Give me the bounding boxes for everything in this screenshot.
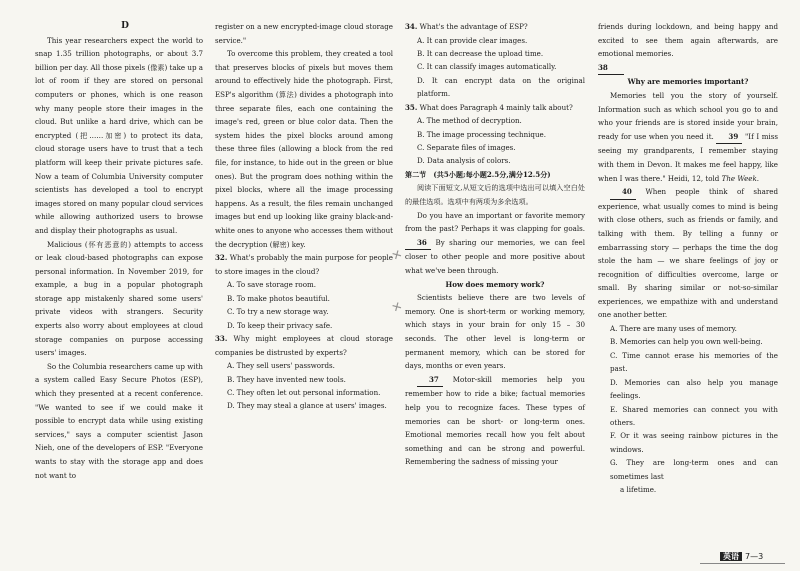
- column-4: [598, 20, 778, 496]
- passage-e-paragraph-3-cont: friends during lockdown, and being happy and excited to see them again afterwards, are emotional memories.: [598, 22, 778, 59]
- passage-e-paragraph-2: Scientists believe there are two levels of memory. One is short-term or working memory, which stays in your brain for only 15 – 30 seconds. The other level is long-term or permanent memory, which can be stored for days, months or even years.: [405, 293, 585, 371]
- blank-40: 40: [610, 185, 636, 200]
- question-32-option-b: B. To make photos beautiful.: [227, 293, 330, 303]
- passage-d-paragraph-3: So the Columbia researchers came up with a system called Easy Secure Photos (ESP), which they presented at a recent conference. "We wanted to see if we could make it possible to encrypt data while using existing services," says a computer scientist Jason Nieh, one of the developers of ESP. "Everyone wants to stay with the storage app and does not want to: [35, 361, 203, 480]
- passage-e-paragraph-5-text: When people think of shared experience, what usually comes to mind is being with close others, such as friends or family, and talking with them. By telling a funny or embarrassing story — perhaps the time the dog stole the ham — we share feelings of joy or recognition of difficulties overcome, large or small. By sharing similar or not-so-similar experiences, we empathize with and understand one another better.: [598, 187, 778, 320]
- question-35-stem: What does Paragraph 4 mainly talk about?: [419, 102, 573, 112]
- question-32-option-d: D. To keep their privacy safe.: [227, 320, 333, 330]
- publication-name: The Week.: [721, 173, 760, 183]
- question-34-option-b: B. It can decrease the upload time.: [417, 49, 544, 58]
- passage-e-paragraph-4-text-b: "If I miss seeing my grandparents, I remember staying with them in Devon. It makes me feel happy, like when I was there." Heidi, 12, told: [598, 131, 779, 183]
- page-footer: [720, 551, 780, 565]
- passage-d-paragraph-2: Malicious (怀有恶意的) attempts to access or leak cloud-based photographs can expose personal information. In November 2019, for example, a bug in a popular photograph storage app mistakenly shared some users' private videos with strangers. Security experts also worry about employees at cloud storage companies on purpose accessing users' images.: [35, 239, 203, 358]
- question-34-option-a: A. It can provide clear images.: [417, 35, 528, 45]
- subheading-why-memories-important: Why are memories important?: [627, 77, 749, 87]
- pencil-mark: ✕: [389, 246, 405, 264]
- question-32-stem: What's probably the main purpose for people to store images in the cloud?: [215, 253, 393, 276]
- passage-e-paragraph-5: [598, 185, 778, 322]
- question-35-option-c: C. Separate files of images.: [417, 143, 516, 153]
- passage-d-paragraph-3-cont: register on a new encrypted-image cloud storage service.": [215, 22, 393, 45]
- question-35-option-d: D. Data analysis of colors.: [417, 156, 511, 166]
- question-34-number: 34.: [405, 22, 418, 31]
- blank-39: 39: [716, 130, 742, 145]
- question-33-option-c: C. They often let out personal information.: [227, 387, 381, 397]
- passage-e-paragraph-3-text: Motor-skill memories help you remember how to ride a bike; factual memories help you to recognize faces. These types of memories can be short- or long-term ones. Emotional memories recall how you felt about something and can be strong and powerful. Remembering the sadness of missing your: [405, 374, 585, 467]
- question-32-option-c: C. To try a new storage way.: [227, 307, 329, 317]
- option-c: C. Time cannot erase his memories of the past.: [610, 350, 778, 374]
- question-35-number: 35.: [405, 102, 418, 112]
- option-a: A. There are many uses of memory.: [610, 324, 737, 334]
- question-33-option-b: B. They have invented new tools.: [227, 374, 346, 384]
- passage-d-paragraph-1: This year researchers expect the world to snap 1.35 trillion photographs, or about 3.7 billion per day. All those pixels (像素) take up a lot of room if they are stored on personal computers or phones, which is one reason why many people store their images in the cloud. But unlike a hard drive, which can be encrypted (把……加密) to protect its data, cloud storage users have to trust that a tech platform will keep their private pictures safe. Now a team of Columbia University computer scientists has developed a tool to encrypt images stored on many popular cloud services while allowing authorized users to browse and display their photographs as usual.: [35, 35, 203, 235]
- question-32-option-a: A. To save storage room.: [227, 280, 316, 290]
- option-d: D. Memories can also help you manage feelings.: [610, 377, 778, 401]
- section-2-heading: 第二节 (共5小题;每小题2.5分,满分12.5分): [405, 169, 551, 179]
- column-1: [35, 20, 203, 482]
- question-32-number: 32.: [215, 253, 228, 263]
- blank-37: 37: [417, 373, 443, 388]
- blank-38: 38: [598, 61, 624, 76]
- question-34-option-d: D. It can encrypt data on the original platform.: [417, 75, 585, 99]
- passage-e-paragraph-1-text-b: By sharing our memories, we can feel closer to other people and more positive about what we've been through.: [405, 237, 585, 275]
- question-32: [215, 251, 393, 278]
- passage-e-paragraph-4-text-a: Memories tell you the story of yourself. Information such as which school you go to and who your friends are is stored inside your brain, ready for use when you need it.: [598, 90, 778, 141]
- passage-e-paragraph-3: [405, 373, 585, 469]
- blank-36: 36: [405, 236, 431, 251]
- question-33-option-d: D. They may steal a glance at users' images.: [227, 401, 387, 411]
- passage-e-paragraph-4: [598, 89, 778, 185]
- option-g-cont: a lifetime.: [620, 484, 657, 494]
- column-2: [215, 20, 393, 413]
- blank-38-line: [598, 61, 778, 76]
- passage-e-paragraph-1-text: Do you have an important or favorite memory from the past? Perhaps it was clapping for goals.: [405, 210, 585, 234]
- section-2-instructions: 阅读下面短文,从短文后的选项中选出可以填入空白处的最佳选项。选项中有两项为多余选项。: [405, 183, 585, 207]
- question-33-option-a: A. They sell users' passwords.: [227, 361, 335, 371]
- footer-page-number: 7—3: [745, 552, 764, 561]
- question-33-number: 33.: [215, 333, 228, 343]
- question-34-stem: What's the advantage of ESP?: [419, 22, 528, 31]
- question-35-option-a: A. The method of decryption.: [417, 116, 522, 126]
- column-3: [405, 20, 585, 469]
- question-33: [215, 332, 393, 359]
- footer-subject: 英语: [720, 552, 742, 561]
- pencil-mark: ✕: [389, 298, 405, 316]
- question-35-option-b: B. The image processing technique.: [417, 129, 546, 139]
- option-b: B. Memories can help you own well-being.: [610, 337, 763, 347]
- passage-d-title: D: [121, 21, 129, 31]
- passage-d-paragraph-4: To overcome this problem, they created a tool that preserves blocks of pixels but moves them around to effectively hide the photograph. First, ESP's algorithm (算法) divides a photograph into three separate files, each one containing the image's red, green or blue color data. Then the system hides the pixel blocks around among these three files (allowing a block from the red file, for instance, to hide out in the green or blue ones). But the program does nothing within the pixel blocks, where all the image processing happens. As a result, the files remain unchanged images but end up looking like grainy black-and-white ones to anyone who accesses them without the decryption (解密) key.: [215, 49, 393, 249]
- option-g: G. They are long-term ones and can sometimes last: [610, 458, 778, 481]
- option-e: E. Shared memories can connect you with others.: [610, 404, 778, 427]
- passage-e-paragraph-1: [405, 209, 585, 278]
- question-34: [405, 20, 585, 34]
- option-f: F. Or it was seeing rainbow pictures in the windows.: [610, 431, 778, 454]
- subheading-how-memory-works: How does memory work?: [445, 279, 545, 289]
- question-35: [405, 101, 585, 115]
- question-34-option-c: C. It can classify images automatically.: [417, 62, 557, 72]
- question-33-stem: Why might employees at cloud storage companies be distrusted by experts?: [215, 333, 393, 357]
